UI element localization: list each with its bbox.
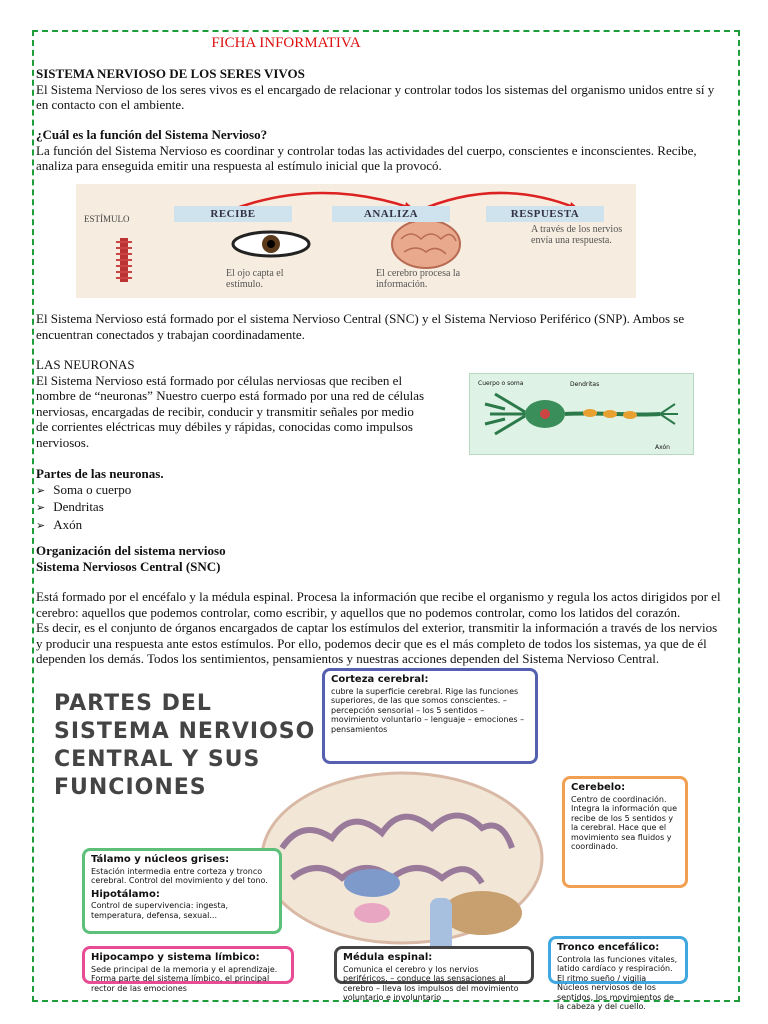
list-item: ➢ Axón	[36, 517, 336, 535]
section-heading: Partes de las neuronas.	[36, 466, 164, 481]
list-item: ➢ Dendritas	[36, 499, 336, 517]
document-title: FICHA INFORMATIVA	[211, 35, 361, 51]
receive-label: RECIBE	[174, 206, 292, 222]
cns-poster	[42, 668, 690, 1011]
list-item: ➢ Soma o cuerpo	[36, 482, 336, 500]
brainstem-box: Tronco encefálico: Controla las funciones vitales, latido cardíaco y respiración. El ritmo sueño / vigilia Núcleos nerviosos de los sentidos, los movimientos de la cabeza y del cuello.	[548, 936, 688, 984]
paragraph: La función del Sistema Nervioso es coordinar y controlar todas las actividades del cuerpo, conscientes e inconscientes. Recibe, analiza para enseguida emitir una respuesta al estímulo inicial que la provocó.	[36, 142, 697, 173]
section-function	[36, 127, 726, 174]
paragraph: El Sistema Nervioso está formado por el sistema Nervioso Central (SNC) y el Sistema Nervioso Periférico (SNP). Ambos se encuentran conectados y trabajan coordinadamente.	[36, 311, 685, 342]
spring-icon	[116, 238, 132, 282]
stimulus-label: ESTÍMULO	[84, 214, 130, 224]
hippocampus-box: Hipocampo y sistema límbico: Sede principal de la memoria y el aprendizaje. Forma parte del sistema límbico, el principal rector de las emociones	[82, 946, 294, 984]
parts-list	[36, 482, 336, 535]
section-neurons	[36, 357, 426, 450]
cerebellum-box: Cerebelo: Centro de coordinación. Integra la información que recibe de los 5 sentidos y la cerebral. Hace que el movimiento sea fluidos y coordinado.	[562, 776, 688, 888]
section-neuron-parts	[36, 466, 336, 534]
eye-icon	[233, 232, 309, 256]
paragraph: El Sistema Nervioso está formado por células nerviosas que reciben el nombre de “neuronas” Nuestro cuerpo está formado por una red de células nerviosas, encargadas de recibir, conducir y transmitir señales por medio de corrientes eléctricas muy débiles y rápidas, conocidas como impulsos nerviosos.	[36, 372, 425, 450]
section-heading: Organización del sistema nervioso	[36, 543, 226, 558]
section-intro	[36, 66, 726, 113]
soma-label: Cuerpo o soma	[478, 380, 524, 387]
section-heading: LAS NEURONAS	[36, 357, 135, 372]
neuron-diagram	[469, 373, 694, 455]
poster-title: PARTES DEL SISTEMA NERVIOSO CENTRAL Y SUS FUNCIONES	[54, 691, 316, 800]
paragraph: Es decir, es el conjunto de órganos encargados de captar los estímulos del exterior, transmitir la información a través de los nervios y producir una respuesta ante estos estímulos. Por ello, podemos decir que es el más completo de todos los sistemas, ya que de él dependen los demás. Todos los sentimientos, pensamientos y nuestras acciones dependen del Sistema Nervioso Central.	[36, 620, 718, 666]
section-subheading: Sistema Nerviosos Central (SNC)	[36, 558, 221, 574]
analyze-label: ANALIZA	[332, 206, 450, 222]
section-heading: SISTEMA NERVIOSO DE LOS SERES VIVOS	[36, 66, 305, 81]
paragraph: Está formado por el encéfalo y la médula espinal. Procesa la información que recibe el organismo y regula los actos dirigidos por el cerebro: aquellos que podemos controlar, como escribir, y aquellos que no podemos controlar, como los latidos del corazón.	[36, 589, 721, 620]
paragraph: El Sistema Nervioso de los seres vivos es el encargado de relacionar y controlar todos los sistemas del organismo unidos entre sí y en contacto con el ambiente.	[36, 81, 715, 112]
caption: El cerebro procesa la información.	[376, 268, 461, 290]
caption: El ojo capta el estímulo.	[226, 268, 284, 290]
cortex-box: Corteza cerebral: cubre la superficie cerebral. Rige las funciones superiores, de las que somos conscientes. – percepción sensorial – los 5 sentidos – movimiento voluntario – lenguaje – emociones – pensamientos	[322, 668, 538, 764]
response-label: RESPUESTA	[486, 206, 604, 222]
section-heading: ¿Cuál es la función del Sistema Nervioso?	[36, 127, 268, 142]
stimulus-response-figure	[76, 184, 636, 298]
spinal-cord-box: Médula espinal: Comunica el cerebro y los nervios periféricos. – conduce las sensaciones al cerebro – lleva los impulsos del movimiento voluntario e involuntario	[334, 946, 534, 984]
dendrites-label: Dendritas	[570, 381, 600, 388]
section-organization	[36, 543, 726, 667]
thalamus-box: Tálamo y núcleos grises: Estación intermedia entre corteza y tronco cerebral. Control del movimiento y del tono. Hipotálamo: Control de supervivencia: ingesta, temperatura, defensa, sexual...	[82, 848, 282, 934]
caption: A través de los nervios envía una respuesta.	[531, 224, 623, 246]
axon-label: Axón	[655, 444, 670, 451]
brain-icon	[392, 220, 460, 268]
